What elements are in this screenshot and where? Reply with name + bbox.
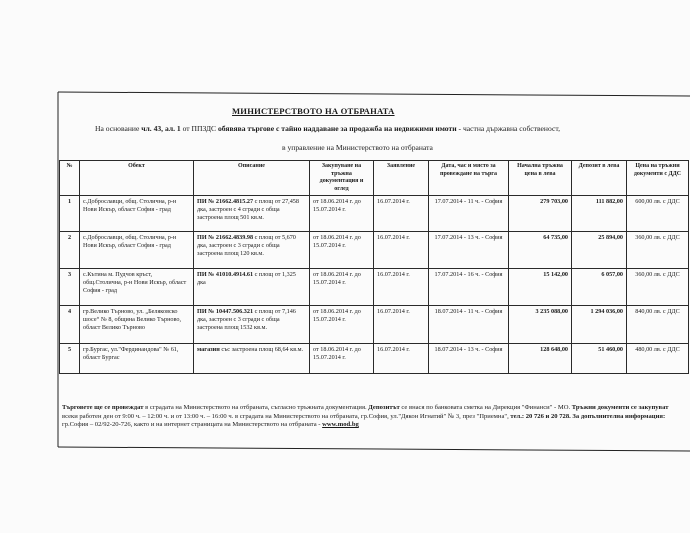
table-row — [60, 269, 689, 306]
col-header-no: № — [60, 161, 80, 196]
cell-auction: 18.07.2014 - 11 ч. - София — [429, 306, 509, 344]
cell-auction: 17.07.2014 - 11 ч. - София — [429, 196, 509, 232]
cell-start-price: 279 703,00 — [509, 196, 572, 232]
table-row — [60, 196, 689, 232]
cell-object: с.Доброславци, общ. Столична, р-н Нови Искър, област София - град — [80, 196, 194, 232]
cell-object: с.Кътина м. Пудчов кръст, общ.Столична, р-н Нови Искър, област София - град — [80, 269, 194, 306]
col-header-description: Описание — [194, 161, 310, 196]
cell-no: 3 — [60, 269, 80, 306]
cell-start-price: 3 235 088,00 — [509, 306, 572, 344]
cell-deposit: 111 882,00 — [572, 196, 627, 232]
cell-object: с.Доброславци, общ. Столична, р-н Нови Искър, област София - град — [80, 232, 194, 269]
table-row — [60, 344, 689, 374]
cell-purchase: от 18.06.2014 г. до 15.07.2014 г. — [310, 344, 374, 374]
cell-no: 2 — [60, 232, 80, 269]
cell-application: 16.07.2014 г. — [374, 306, 429, 344]
cell-doc-price: 840,00 лв. с ДДС — [627, 306, 689, 344]
cell-description: ПИ № 21662.4815.27 с площ от 27,458 дка, застроен с 4 сгради с обща застроена площ 501 кв.м. — [194, 196, 310, 232]
cell-purchase: от 18.06.2014 г. до 15.07.2014 г. — [310, 269, 374, 306]
cell-auction: 17.07.2014 - 13 ч. - София — [429, 232, 509, 269]
cell-deposit: 25 894,00 — [572, 232, 627, 269]
ministry-title: МИНИСТЕРСТВОТО НА ОТБРАНАТА — [232, 106, 395, 116]
cell-purchase: от 18.06.2014 г. до 15.07.2014 г. — [310, 196, 374, 232]
table-header-row — [60, 161, 689, 196]
cell-purchase: от 18.06.2014 г. до 15.07.2014 г. — [310, 232, 374, 269]
cell-auction: 17.07.2014 - 16 ч. - София — [429, 269, 509, 306]
cell-deposit: 6 057,00 — [572, 269, 627, 306]
cell-deposit: 1 294 036,00 — [572, 306, 627, 344]
cell-start-price: 15 142,00 — [509, 269, 572, 306]
cell-description: ПИ № 10447.506.321 с площ от 7,146 дка, застроен с 3 сгради с обща застроена площ 1532 кв.м. — [194, 306, 310, 344]
col-header-application: Заявление — [374, 161, 429, 196]
cell-application: 16.07.2014 г. — [374, 269, 429, 306]
cell-description: магазин със застроена площ 68,64 кв.м. — [194, 344, 310, 374]
col-header-purchase: Закупуване на тръжна документация и оглед — [310, 161, 374, 196]
cell-doc-price: 360,00 лв. с ДДС — [627, 232, 689, 269]
cell-description: ПИ № 41010.4914.61 с площ от 1,325 дка — [194, 269, 310, 306]
cell-doc-price: 480,00 лв. с ДДС — [627, 344, 689, 374]
footer-notice: Търговете ще се провеждат в сградата на Министерството на отбраната, съгласно тръжната документация. Депозитът се внася по банковата сметка на Дирекция "Финанси" - МО. Тръжни документи се закупуват всеки работен ден от 9:00 ч. – 12:00 ч. и от 13:00 ч. – 16:00 ч. в сградата на Министерството на отбраната, гр.София, ул."Дякон Игнатий" № 3, през "Приемна", тел.: 20 726 и 20 728. За допълнителна информация: гр.София – 02/92-20-726, както и на интернет страницата на Министерството на отбраната - www.mod.bg — [62, 404, 669, 429]
cell-application: 16.07.2014 г. — [374, 196, 429, 232]
auction-table — [59, 160, 689, 374]
cell-application: 16.07.2014 г. — [374, 344, 429, 374]
cell-doc-price: 600,00 лв. с ДДС — [627, 196, 689, 232]
frame-bottom-border — [58, 447, 690, 451]
table-row — [60, 232, 689, 269]
cell-purchase: от 18.06.2014 г. до 15.07.2014 г. — [310, 306, 374, 344]
cell-application: 16.07.2014 г. — [374, 232, 429, 269]
cell-doc-price: 360,00 лв. с ДДС — [627, 269, 689, 306]
cell-auction: 18.07.2014 - 13 ч. - София — [429, 344, 509, 374]
announcement-basis: На основание чл. 43, ал. 1 от ППЗДС обявява търгове с тайно наддаване за продажба на недвижими имоти - частна държавна собственост, — [95, 124, 560, 133]
management-line: в управление на Министерството на отбраната — [282, 143, 433, 152]
cell-no: 1 — [60, 196, 80, 232]
cell-no: 5 — [60, 344, 80, 374]
cell-start-price: 64 735,00 — [509, 232, 572, 269]
cell-no: 4 — [60, 306, 80, 344]
cell-object: гр.Бургас, ул."Фердинандова" № 61, област Бургас — [80, 344, 194, 374]
col-header-auction: Дата, час и място за провеждане на търга — [429, 161, 509, 196]
cell-deposit: 51 460,00 — [572, 344, 627, 374]
table-row — [60, 306, 689, 344]
cell-start-price: 128 648,00 — [509, 344, 572, 374]
col-header-start-price: Начална тръжна цена в лева — [509, 161, 572, 196]
cell-description: ПИ № 21662.4839.98 с площ от 5,670 дка, застроен с 3 сгради с обща застроена площ 120 кв.м. — [194, 232, 310, 269]
mod-website-link[interactable]: www.mod.bg — [322, 421, 359, 429]
cell-object: гр.Велико Търново, ул. „Беляковско шосе“ № 8, община Велико Търново, област Велико Търново — [80, 306, 194, 344]
col-header-object: Обект — [80, 161, 194, 196]
col-header-deposit: Депозит в лева — [572, 161, 627, 196]
frame-top-border — [58, 92, 690, 96]
col-header-doc-price: Цена на тръжни документи с ДДС — [627, 161, 689, 196]
